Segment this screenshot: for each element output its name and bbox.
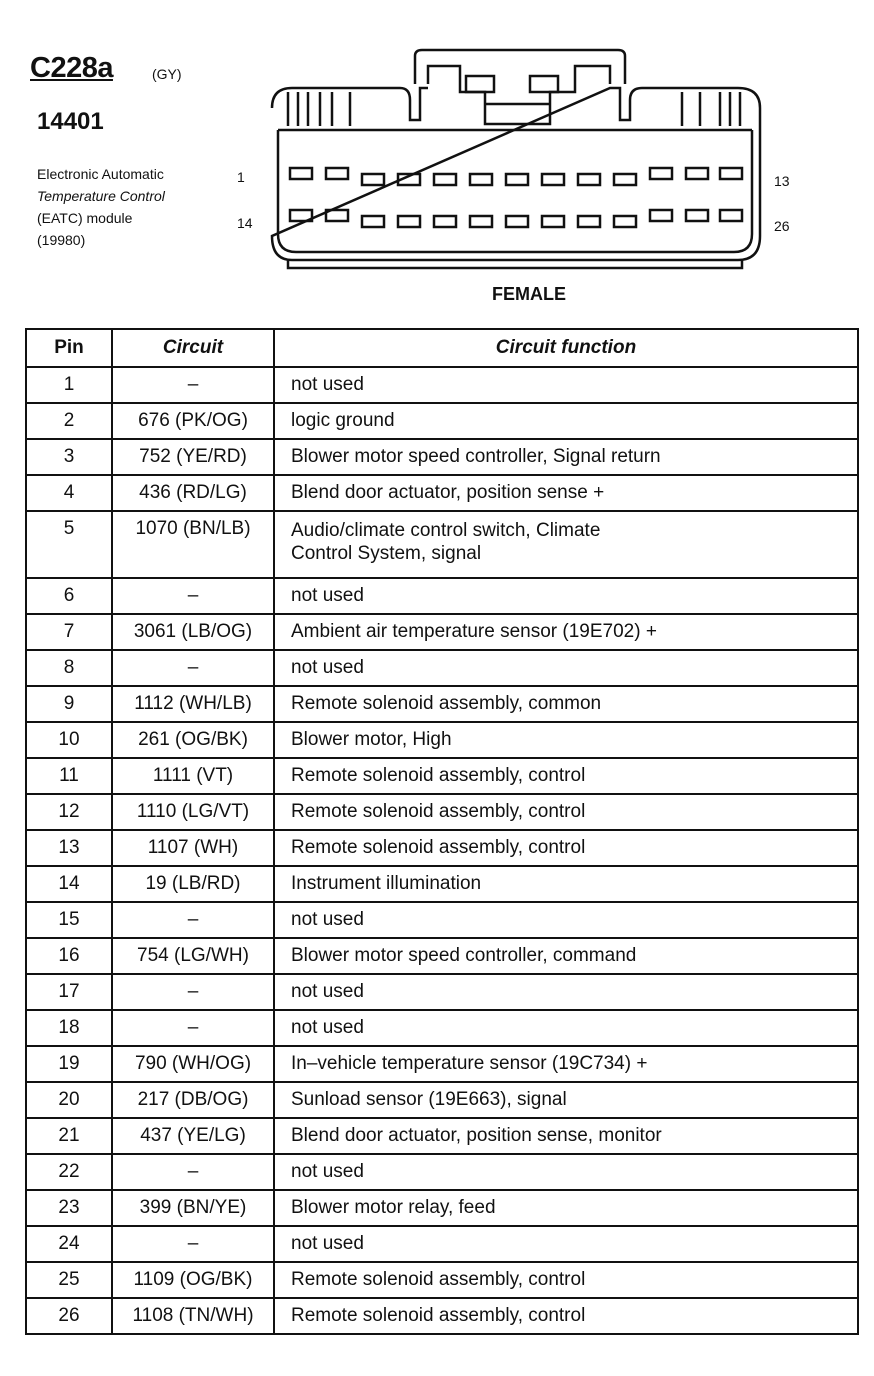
pin-number-cell: 14 [26,866,112,902]
circuit-function-text: Blower motor, High [291,729,452,750]
pin-label-top-left: 1 [237,169,245,185]
description-line: Electronic Automatic [37,166,164,182]
circuit-function-cell [274,686,858,722]
circuit-function-cell [274,1190,858,1226]
pin-number-cell: 17 [26,974,112,1010]
table-row [26,722,858,758]
circuit-cell: 436 (RD/LG) [112,475,274,511]
module-description [37,163,207,251]
pinout-table [25,328,859,1335]
table-row [26,1010,858,1046]
circuit-function-cell [274,722,858,758]
description-line: Temperature Control [37,188,165,204]
circuit-cell: 1107 (WH) [112,830,274,866]
pin-number-cell: 16 [26,938,112,974]
circuit-function-text: Remote solenoid assembly, common [291,693,602,714]
table-row [26,758,858,794]
pin-label-bottom-left: 14 [237,215,253,231]
circuit-cell: 1110 (LG/VT) [112,794,274,830]
circuit-function-text: Remote solenoid assembly, control [291,837,586,858]
pin-number-cell: 23 [26,1190,112,1226]
circuit-function-text: Blend door actuator, position sense + [291,482,605,503]
circuit-cell: – [112,578,274,614]
pin-number-cell: 2 [26,403,112,439]
circuit-cell: 1111 (VT) [112,758,274,794]
pin-number-cell: 26 [26,1298,112,1334]
circuit-function-text: Remote solenoid assembly, control [291,801,586,822]
table-row [26,1226,858,1262]
circuit-function-cell [274,1010,858,1046]
circuit-cell: 1070 (BN/LB) [112,511,274,578]
pin-number-cell: 6 [26,578,112,614]
pinout-table-body [26,367,858,1334]
description-line: (19980) [37,232,86,248]
circuit-function-cell [274,866,858,902]
circuit-function-cell [274,403,858,439]
pin-number-cell: 18 [26,1010,112,1046]
description-line: (EATC) module [37,210,133,226]
column-header-pin: Pin [26,329,112,367]
pin-number-cell: 11 [26,758,112,794]
circuit-function-cell [274,1046,858,1082]
table-row [26,686,858,722]
table-row [26,830,858,866]
connector-face-diagram [260,48,770,278]
circuit-cell: 1112 (WH/LB) [112,686,274,722]
table-row [26,367,858,403]
pin-number-cell: 8 [26,650,112,686]
circuit-cell: 437 (YE/LG) [112,1118,274,1154]
circuit-cell: – [112,1226,274,1262]
table-header-row [26,329,858,367]
circuit-function-cell [274,614,858,650]
circuit-cell: – [112,1154,274,1190]
connector-color-code: (GY) [152,66,182,82]
circuit-function-cell [274,650,858,686]
circuit-function-cell [274,902,858,938]
circuit-cell: – [112,650,274,686]
table-row [26,1154,858,1190]
circuit-function-cell [274,511,858,578]
pin-number-cell: 10 [26,722,112,758]
circuit-function-cell [274,1082,858,1118]
circuit-function-cell [274,367,858,403]
table-row [26,475,858,511]
circuit-function-cell [274,439,858,475]
circuit-cell: 1108 (TN/WH) [112,1298,274,1334]
circuit-cell: 754 (LG/WH) [112,938,274,974]
pin-number-cell: 21 [26,1118,112,1154]
table-row [26,866,858,902]
pin-number-cell: 24 [26,1226,112,1262]
circuit-cell: 217 (DB/OG) [112,1082,274,1118]
circuit-cell: 790 (WH/OG) [112,1046,274,1082]
circuit-function-cell [274,974,858,1010]
pin-label-top-right: 13 [774,173,790,189]
table-row [26,511,858,578]
circuit-function-text: not used [291,981,364,1002]
pin-number-cell: 12 [26,794,112,830]
table-row [26,650,858,686]
circuit-cell: 261 (OG/BK) [112,722,274,758]
pin-number-cell: 25 [26,1262,112,1298]
circuit-function-cell [274,1154,858,1190]
circuit-function-text: Remote solenoid assembly, control [291,1305,586,1326]
circuit-function-text: not used [291,585,364,606]
table-row [26,794,858,830]
pin-number-cell: 19 [26,1046,112,1082]
circuit-cell: 1109 (OG/BK) [112,1262,274,1298]
pin-number-cell: 15 [26,902,112,938]
circuit-function-text: not used [291,374,364,395]
circuit-function-text: not used [291,657,364,678]
column-header-circuit: Circuit [112,329,274,367]
circuit-cell: 399 (BN/YE) [112,1190,274,1226]
column-header-function: Circuit function [274,329,858,367]
pin-number-cell: 7 [26,614,112,650]
pin-number-cell: 13 [26,830,112,866]
circuit-cell: 752 (YE/RD) [112,439,274,475]
circuit-function-text: Audio/climate control switch, Climate [291,520,601,541]
circuit-function-text: Blower motor speed controller, Signal return [291,446,661,467]
table-row [26,403,858,439]
circuit-function-text: not used [291,1233,364,1254]
pin-number-cell: 9 [26,686,112,722]
table-row [26,1262,858,1298]
table-row [26,439,858,475]
connector-gender-label: FEMALE [492,284,566,304]
pin-number-cell: 3 [26,439,112,475]
table-row [26,1190,858,1226]
pin-number-cell: 1 [26,367,112,403]
table-row [26,902,858,938]
pin-number-cell: 5 [26,511,112,578]
table-row [26,1046,858,1082]
table-row [26,578,858,614]
circuit-cell: 19 (LB/RD) [112,866,274,902]
circuit-function-text: Ambient air temperature sensor (19E702) + [291,621,657,642]
table-row [26,614,858,650]
circuit-function-cell [274,1226,858,1262]
part-number: 14401 [37,108,104,135]
pin-number-cell: 22 [26,1154,112,1190]
table-row [26,1118,858,1154]
circuit-function-text: Instrument illumination [291,873,482,894]
circuit-cell: – [112,367,274,403]
circuit-function-cell [274,794,858,830]
table-row [26,974,858,1010]
circuit-function-cell [274,1298,858,1334]
circuit-function-cell [274,938,858,974]
circuit-cell: 676 (PK/OG) [112,403,274,439]
pin-number-cell: 4 [26,475,112,511]
circuit-function-text: Remote solenoid assembly, control [291,1269,586,1290]
circuit-function-text: logic ground [291,410,395,431]
circuit-function-text: Blend door actuator, position sense, monitor [291,1125,662,1146]
circuit-function-cell [274,578,858,614]
circuit-function-text: Control System, signal [291,543,482,564]
circuit-function-cell [274,1262,858,1298]
circuit-function-text: not used [291,1017,364,1038]
circuit-function-cell [274,758,858,794]
circuit-function-cell [274,475,858,511]
circuit-function-cell [274,830,858,866]
table-row [26,1298,858,1334]
circuit-function-text: Blower motor speed controller, command [291,945,637,966]
circuit-function-text: Sunload sensor (19E663), signal [291,1089,567,1110]
pin-number-cell: 20 [26,1082,112,1118]
circuit-function-text: Blower motor relay, feed [291,1197,496,1218]
pin-label-bottom-right: 26 [774,218,790,234]
circuit-cell: 3061 (LB/OG) [112,614,274,650]
circuit-function-text: Remote solenoid assembly, control [291,765,586,786]
circuit-function-text: not used [291,1161,364,1182]
circuit-cell: – [112,974,274,1010]
table-row [26,1082,858,1118]
circuit-cell: – [112,1010,274,1046]
circuit-function-text: In–vehicle temperature sensor (19C734) + [291,1053,648,1074]
circuit-cell: – [112,902,274,938]
connector-id: C228a [30,52,113,84]
circuit-function-cell [274,1118,858,1154]
table-row [26,938,858,974]
circuit-function-text: not used [291,909,364,930]
